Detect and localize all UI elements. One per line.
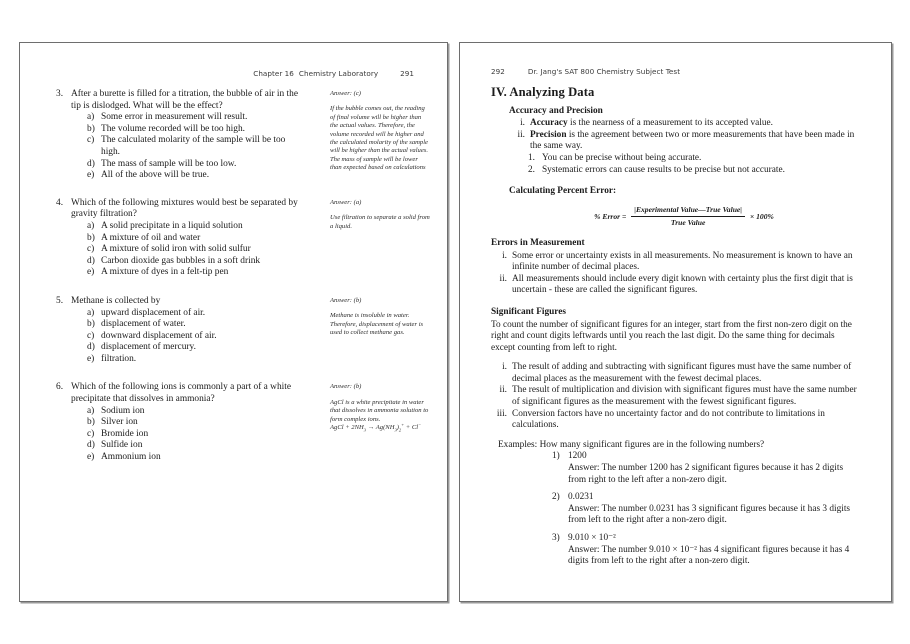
list-item [509,118,859,130]
chapter-number: Chapter 16 [253,69,294,78]
page-folio-left: 291 [400,69,414,78]
list-marker: ii. [517,129,525,140]
list-item [491,362,859,385]
question-stem: Methane is collected by [71,295,161,306]
choice-item[interactable] [56,308,306,320]
choice-text: filtration. [101,353,137,364]
list-text: The result of adding and subtracting with significant figures must have the same number of decimal places as the measurement with the fewest decimal places. [512,362,852,384]
choice-letter: a) [87,405,95,416]
choice-item[interactable] [56,406,306,418]
example-value: 0.0231 [568,492,594,503]
formula-numerator: |Experimental Value—True Value| [631,204,745,217]
choice-text: The mass of sample will be too low. [101,158,237,169]
choice-letter: e) [87,452,95,463]
choice-letter: c) [87,330,95,341]
choice-text: displacement of mercury. [101,342,196,353]
choice-letter: e) [87,170,95,181]
question-body [56,382,306,463]
accuracy-precision-list [509,118,859,153]
list-item [528,153,859,165]
choice-letter: e) [87,267,95,278]
subsection-heading: Calculating Percent Error: [509,186,617,197]
significant-figures-section [491,307,859,568]
question-body [56,198,306,279]
term-precision: Precision [530,129,567,140]
answer-sidebar [330,383,430,432]
formula-lhs: % Error [594,211,621,221]
list-text: The result of multiplication and division with significant figures must have the same number of significant figures as the measurement with the fewest significant figures. [512,385,857,408]
accuracy-precision-section [509,106,859,177]
example-answer: Answer: The number 0.0231 has 3 significant figures because it has 3 digits from left to the right after a non-zero digit. [568,503,851,526]
choice-text: A mixture of dyes in a felt-tip pen [101,267,229,278]
choice-item[interactable] [56,244,306,256]
list-item [491,409,859,432]
choice-item[interactable] [56,417,306,429]
list-text [530,130,859,153]
answer-explanation [330,399,430,433]
question-block [56,89,428,182]
choice-text: downward displacement of air. [101,330,217,341]
significant-figures-intro: To count the number of significant figures for an integer, start from the first non-zero digit on the right and count digits leftwards until you reach the last digit. Do the same thing for decimals except counting from left to right. [491,319,852,353]
example-answer: Answer: The number 1200 has 2 significant figures because it has 2 digits from right to the left after a non-zero digit. [568,463,844,485]
choice-text: All of the above will be true. [101,170,210,181]
subsection-heading: Significant Figures [491,306,566,317]
choice-item[interactable] [56,331,306,343]
answer-key: Answer: (b) [330,296,362,304]
answer-key: Answer: (b) [330,383,362,391]
page-left [19,42,448,602]
choice-text: The calculated molarity of the sample will be too high. [101,135,286,157]
choice-text: upward displacement of air. [101,307,206,318]
running-head-left [20,69,414,78]
example-value-line [552,492,859,504]
choice-letter: b) [87,417,95,428]
choice-item[interactable] [56,440,306,452]
example-value: 1200 [568,451,587,462]
choice-letter: b) [87,232,95,243]
errors-in-measurement-section [491,238,859,297]
choice-item[interactable] [56,112,306,124]
choice-item[interactable] [56,354,306,366]
choice-item[interactable] [56,135,306,158]
answer-key: Answer: (a) [330,198,362,206]
term-definition: is the agreement between two or more measurements that have been made in the same way. [530,129,855,152]
list-text: All measurements should include every digit known with certainty plus the first digit that is uncertain - these are called the significant figures. [512,273,853,296]
example-value: 9.010 × 10⁻² [568,533,616,543]
page-folio-right: 292 [491,67,505,76]
answer-sidebar [330,199,430,231]
choice-text: Sodium ion [101,405,145,416]
list-text: Conversion factors have no uncertainty factor and do not contribute to limitations in calculations. [512,408,825,431]
answer-key: Answer: (c) [330,90,361,97]
choice-item[interactable] [56,267,306,279]
list-item [509,130,859,153]
list-item [491,385,859,408]
choice-list [56,406,306,464]
percent-error-formula [509,204,859,229]
formula-multiplier: × 100% [749,211,774,221]
example-marker: 3) [552,533,560,543]
example-value-line [552,533,859,545]
choice-letter: b) [87,123,95,134]
section-title: IV. Analyzing Data [491,85,595,99]
example-value-line [552,451,859,463]
answer-sidebar [330,90,430,173]
answer-sidebar [330,297,430,338]
choice-letter: c) [87,135,95,146]
list-text: You can be precise without being accurate. [542,152,702,163]
list-marker: i. [520,118,525,129]
choice-letter: a) [87,220,95,231]
question-body [56,89,306,182]
page-right [459,42,892,602]
answer-explanation-paragraph: AgCl is a white precipitate in water that dissolves in ammonia solution to form complex ions. [330,398,429,423]
choice-text: Ammonium ion [101,452,161,463]
formula-equals: = [622,211,627,221]
running-head-right [491,67,680,76]
example-item [552,492,859,527]
choice-text: A mixture of solid iron with solid sulfur [101,244,251,255]
term-definition: is the nearness of a measurement to its accepted value. [567,118,773,129]
choice-list [56,308,306,366]
list-marker: ii. [499,385,507,396]
choice-item[interactable] [56,319,306,331]
question-list [56,89,428,475]
question-number: 6. [56,382,64,393]
formula-denominator: True Value [670,218,706,228]
list-marker: 2. [528,164,535,175]
answer-explanation-paragraph: The mass of sample will be lower than expected based on calculations [330,155,426,172]
list-text: Some error or uncertainty exists in all measurements. No measurement is known to have an infinite number of decimal places. [512,250,853,273]
choice-item[interactable] [56,452,306,464]
list-marker: iii. [496,408,507,419]
question-number: 4. [56,197,64,208]
significant-figures-rules [491,362,859,432]
question-stem: Which of the following mixtures would best be separated by gravity filtration? [71,197,298,220]
choice-item[interactable] [56,124,306,136]
examples-lead: Examples: How many significant figures are in the following numbers? [498,439,765,450]
question-body [56,296,306,366]
chapter-title: Chemistry Laboratory [298,69,379,78]
choice-letter: b) [87,319,95,330]
choice-letter: a) [87,307,95,318]
choice-letter: c) [87,244,95,255]
choice-letter: d) [87,440,95,451]
question-stem: After a burette is filled for a titration, the bubble of air in the tip is dislodged. What will be the effect? [71,89,299,111]
list-item [491,251,859,274]
list-text [530,118,859,130]
question-block [56,296,428,366]
answer-explanation-paragraph: Methane is insoluble in water. Therefore, displacement of water is used to collect methane gas. [330,312,424,337]
choice-item[interactable] [56,342,306,354]
formula-fraction [631,204,745,229]
subsection-heading: Errors in Measurement [491,237,585,248]
question-number: 3. [56,89,64,99]
answer-explanation-paragraph: If the bubble comes out, the reading of final volume will be higher than the actual values. Therefore, the volume recorded will be higher and the calculated molarity of the sample will be higher than the actual values. [330,105,428,155]
answer-chemical-equation: AgCl + $2NH_3 \to Ag(NH_3)_2^+ + Cl^-$ [330,421,422,433]
choice-text: Sulfide ion [101,440,143,451]
list-marker: 1. [528,152,535,163]
choice-letter: c) [87,428,95,439]
example-item [552,451,859,486]
answer-explanation-paragraph: Use filtration to separate a solid from a liquid. [330,214,430,230]
choice-item[interactable] [56,221,306,233]
choice-text: A mixture of oil and water [101,232,201,243]
term-accuracy: Accuracy [530,118,568,129]
choice-text: Bromide ion [101,428,149,439]
percent-error-section [509,186,859,229]
choice-list [56,221,306,279]
subsection-heading: Accuracy and Precision [509,105,603,116]
example-answer: Answer: The number 9.010 × 10⁻² has 4 significant figures because it has 4 digits from left to the right after a non-zero digit. [568,544,850,567]
choice-letter: d) [87,342,95,353]
question-stem: Which of the following ions is commonly a part of a white precipitate that dissolves in ammonia? [71,382,292,405]
choice-text: Silver ion [101,417,138,428]
question-block [56,382,428,463]
right-page-content [491,87,859,568]
list-marker: ii. [499,273,507,284]
errors-list [491,251,859,297]
answer-explanation [330,312,430,337]
example-marker: 1) [552,451,560,462]
choice-item[interactable] [56,233,306,245]
choice-item[interactable] [56,256,306,268]
examples-section [498,440,859,568]
list-item [491,274,859,297]
choice-letter: a) [87,112,95,123]
list-text: Systematic errors can cause results to be precise but not accurate. [542,164,785,175]
choice-item[interactable] [56,170,306,182]
choice-text: The volume recorded will be too high. [101,123,245,134]
example-marker: 2) [552,492,560,503]
choice-text: displacement of water. [101,319,186,330]
answer-explanation [330,105,430,172]
choice-list [56,112,306,182]
choice-letter: d) [87,255,95,266]
answer-explanation [330,214,430,231]
choice-text: Some error in measurement will result. [101,112,248,123]
list-marker: i. [502,250,507,261]
accuracy-precision-sublist [528,153,859,176]
choice-item[interactable] [56,159,306,171]
choice-letter: d) [87,158,95,169]
choice-text: Carbon dioxide gas bubbles in a soft drink [101,255,261,266]
question-block [56,198,428,279]
choice-letter: e) [87,353,95,364]
book-title: Dr. Jang's SAT 800 Chemistry Subject Test [527,67,681,76]
list-marker: i. [502,362,507,373]
choice-item[interactable] [56,429,306,441]
choice-text: A solid precipitate in a liquid solution [101,220,243,231]
question-number: 5. [56,295,64,306]
example-item [552,533,859,568]
list-item [528,165,859,177]
